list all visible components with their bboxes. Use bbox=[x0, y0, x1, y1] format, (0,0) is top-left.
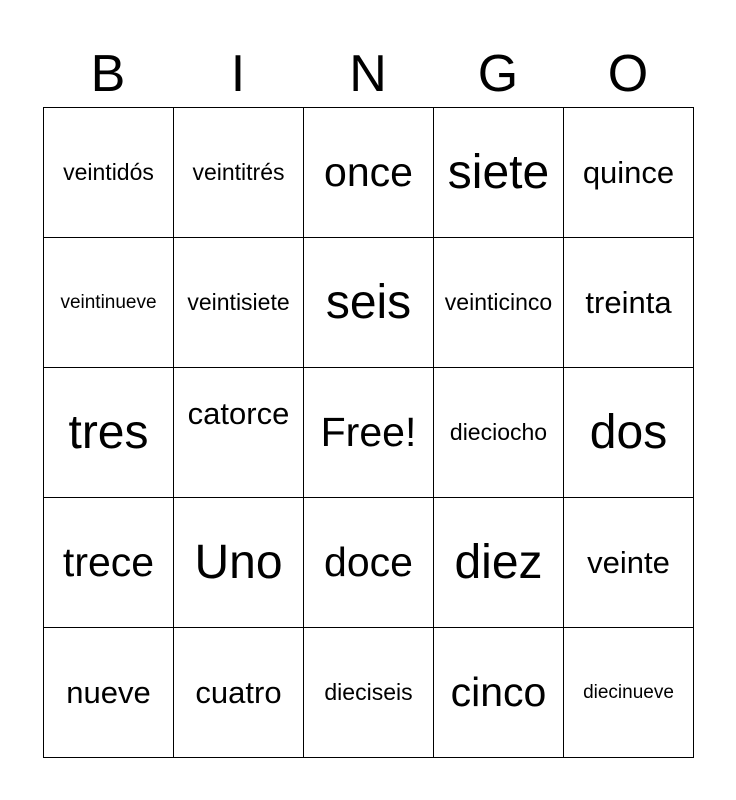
bingo-cell[interactable]: treinta bbox=[564, 238, 694, 368]
bingo-cell[interactable]: cinco bbox=[434, 628, 564, 758]
free-space-cell[interactable]: Free! bbox=[304, 368, 434, 498]
bingo-card-grid bbox=[43, 107, 694, 758]
bingo-header bbox=[43, 40, 693, 108]
header-letter-b: B bbox=[90, 45, 126, 103]
bingo-cell[interactable]: doce bbox=[304, 498, 434, 628]
bingo-cell[interactable]: cuatro bbox=[174, 628, 304, 758]
bingo-cell[interactable]: nueve bbox=[44, 628, 174, 758]
bingo-cell[interactable]: veintisiete bbox=[174, 238, 304, 368]
bingo-cell[interactable]: diez bbox=[434, 498, 564, 628]
header-letter-i: I bbox=[230, 45, 246, 103]
bingo-cell[interactable]: siete bbox=[434, 108, 564, 238]
bingo-cell[interactable]: veinticinco bbox=[434, 238, 564, 368]
bingo-cell[interactable]: dieciocho bbox=[434, 368, 564, 498]
header-letter-o: O bbox=[607, 45, 649, 103]
header-letter-g: G bbox=[477, 45, 519, 103]
bingo-cell[interactable]: veinte bbox=[564, 498, 694, 628]
bingo-cell[interactable]: trece bbox=[44, 498, 174, 628]
bingo-cell[interactable]: dieciseis bbox=[304, 628, 434, 758]
bingo-cell[interactable]: seis bbox=[304, 238, 434, 368]
bingo-cell[interactable]: veintitrés bbox=[174, 108, 304, 238]
header-letter-n: N bbox=[349, 45, 387, 103]
bingo-cell[interactable]: tres bbox=[44, 368, 174, 498]
bingo-cell[interactable]: catorce bbox=[174, 368, 304, 498]
bingo-cell[interactable]: quince bbox=[564, 108, 694, 238]
bingo-cell[interactable]: diecinueve bbox=[564, 628, 694, 758]
bingo-cell[interactable]: veintidós bbox=[44, 108, 174, 238]
bingo-cell[interactable]: Uno bbox=[174, 498, 304, 628]
bingo-cell[interactable]: veintinueve bbox=[44, 238, 174, 368]
bingo-cell[interactable]: dos bbox=[564, 368, 694, 498]
bingo-cell[interactable]: once bbox=[304, 108, 434, 238]
